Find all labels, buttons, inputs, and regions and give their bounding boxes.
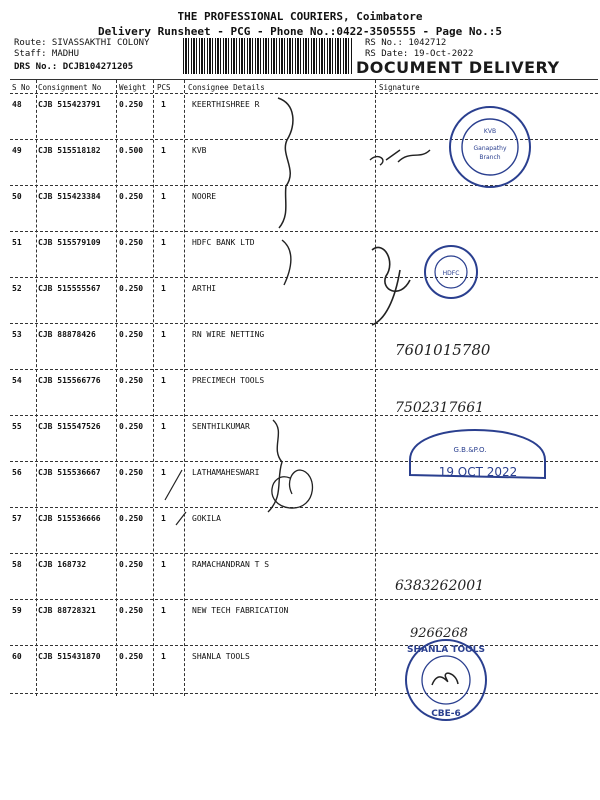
col-header-consignment: Consignment No (38, 83, 102, 92)
row-consignee: HDFC BANK LTD (192, 238, 255, 247)
row-sno: 52 (12, 284, 22, 293)
col-header-consignee: Consignee Details (188, 83, 265, 92)
row-weight: 0.250 (119, 606, 144, 615)
staff-label: Staff: MADHU (14, 49, 80, 59)
row-divider (10, 599, 598, 600)
row-consignment: CJB 88728321 (38, 606, 96, 615)
row-consignee: SHANLA TOOLS (192, 652, 250, 661)
row-consignment: CJB 515536666 (38, 514, 101, 523)
row-consignee: KEERTHISHREE R (192, 100, 260, 109)
row-weight: 0.250 (119, 100, 144, 109)
svg-text:19 OCT 2022: 19 OCT 2022 (438, 465, 518, 479)
drs-number: DRS No.: DCJB104271205 (14, 62, 134, 72)
row-consignee: ARTHI (192, 284, 217, 293)
row-divider (10, 277, 598, 278)
table-row (10, 646, 598, 692)
col-header-signature: Signature (379, 83, 420, 92)
row-sno: 50 (12, 192, 22, 201)
row-consignment: CJB 515518182 (38, 146, 101, 155)
row-consignment: CJB 515555567 (38, 284, 101, 293)
handwritten-phone: 9266268 (410, 626, 468, 641)
row-divider (10, 553, 598, 554)
handwritten-phone: 7502317661 (395, 400, 485, 416)
row-sno: 60 (12, 652, 22, 661)
row-consignee: RN WIRE NETTING (192, 330, 265, 339)
row-weight: 0.250 (119, 514, 144, 523)
row-consignment: CJB 168732 (38, 560, 87, 569)
row-sno: 55 (12, 422, 22, 431)
table-row (10, 278, 598, 324)
row-weight: 0.500 (119, 146, 144, 155)
row-divider (10, 507, 598, 508)
row-consignee: PRECIMECH TOOLS (192, 376, 265, 385)
table-row (10, 508, 598, 554)
col-header-weight: Weight (119, 83, 147, 92)
row-sno: 53 (12, 330, 22, 339)
svg-text:CBE-6: CBE-6 (431, 709, 461, 719)
row-weight: 0.250 (119, 330, 144, 339)
table-bottom-border (10, 693, 598, 694)
row-weight: 0.250 (119, 192, 144, 201)
row-divider (10, 369, 598, 370)
row-consignment: CJB 88878426 (38, 330, 96, 339)
svg-text:KVB: KVB (483, 128, 497, 135)
row-pcs: 1 (161, 468, 166, 477)
svg-text:G.B.&P.O.: G.B.&P.O. (453, 446, 487, 454)
row-sno: 49 (12, 146, 22, 155)
row-consignee: LATHAMAHESWARI (192, 468, 260, 477)
row-weight: 0.250 (119, 468, 144, 477)
table-row (10, 94, 598, 140)
row-pcs: 1 (161, 376, 166, 385)
table-row (10, 600, 598, 646)
svg-text:Ganapathy: Ganapathy (473, 145, 507, 152)
row-divider (10, 231, 598, 232)
row-consignee: GOKILA (192, 514, 221, 523)
handwritten-phone: 7601015780 (395, 341, 491, 359)
table-row (10, 324, 598, 370)
svg-text:HDFC: HDFC (442, 270, 460, 277)
row-consignment: CJB 515547526 (38, 422, 101, 431)
row-pcs: 1 (161, 514, 166, 523)
row-pcs: 1 (161, 560, 166, 569)
table-row (10, 462, 598, 508)
rs-date: RS Date: 19-Oct-2022 (365, 49, 474, 59)
row-pcs: 1 (161, 422, 166, 431)
row-pcs: 1 (161, 330, 166, 339)
table-row (10, 140, 598, 186)
row-consignee: NOORE (192, 192, 217, 201)
table-row (10, 370, 598, 416)
row-pcs: 1 (161, 100, 166, 109)
row-divider (10, 461, 598, 462)
row-divider (10, 185, 598, 186)
row-sno: 51 (12, 238, 22, 247)
row-consignment: CJB 515423384 (38, 192, 101, 201)
row-divider (10, 139, 598, 140)
rs-number: RS No.: 1042712 (365, 38, 447, 48)
table-row (10, 186, 598, 232)
handwritten-phone: 6383262001 (395, 578, 485, 594)
row-weight: 0.250 (119, 560, 144, 569)
table-row (10, 416, 598, 462)
row-consignee: RAMACHANDRAN T S (192, 560, 270, 569)
table-row (10, 554, 598, 600)
row-sno: 58 (12, 560, 22, 569)
row-consignment: CJB 515536667 (38, 468, 101, 477)
row-weight: 0.250 (119, 238, 144, 247)
row-sno: 48 (12, 100, 22, 109)
row-pcs: 1 (161, 284, 166, 293)
row-consignment: CJB 515566776 (38, 376, 101, 385)
row-consignee: KVB (192, 146, 207, 155)
row-divider (10, 323, 598, 324)
row-weight: 0.250 (119, 376, 144, 385)
svg-text:Branch: Branch (479, 154, 501, 161)
row-pcs: 1 (161, 238, 166, 247)
route-label: Route: SIVASSAKTHI COLONY (14, 38, 150, 48)
barcode (183, 38, 353, 74)
row-sno: 56 (12, 468, 22, 477)
row-pcs: 1 (161, 606, 166, 615)
document-delivery-stamp: DOCUMENT DELIVERY (356, 58, 560, 77)
table-top-border (10, 79, 598, 80)
row-sno: 54 (12, 376, 22, 385)
col-header-sno: S No (12, 83, 31, 92)
svg-text:SHANLA TOOLS: SHANLA TOOLS (406, 645, 486, 655)
row-divider (10, 645, 598, 646)
row-weight: 0.250 (119, 422, 144, 431)
row-consignment: CJB 515423791 (38, 100, 101, 109)
runsheet-subtitle: Delivery Runsheet - PCG - Phone No.:0422-3505555 - Page No.:5 (98, 25, 502, 38)
row-consignee: NEW TECH FABRICATION (192, 606, 289, 615)
row-weight: 0.250 (119, 284, 144, 293)
row-consignee: SENTHILKUMAR (192, 422, 250, 431)
table-row (10, 232, 598, 278)
row-pcs: 1 (161, 146, 166, 155)
row-weight: 0.250 (119, 652, 144, 661)
row-sno: 57 (12, 514, 22, 523)
company-title: THE PROFESSIONAL COURIERS, Coimbatore (177, 10, 423, 23)
col-header-pcs: PCS (157, 83, 171, 92)
row-pcs: 1 (161, 652, 166, 661)
row-sno: 59 (12, 606, 22, 615)
row-consignment: CJB 515579109 (38, 238, 101, 247)
row-divider (10, 415, 598, 416)
row-consignment: CJB 515431870 (38, 652, 101, 661)
row-pcs: 1 (161, 192, 166, 201)
